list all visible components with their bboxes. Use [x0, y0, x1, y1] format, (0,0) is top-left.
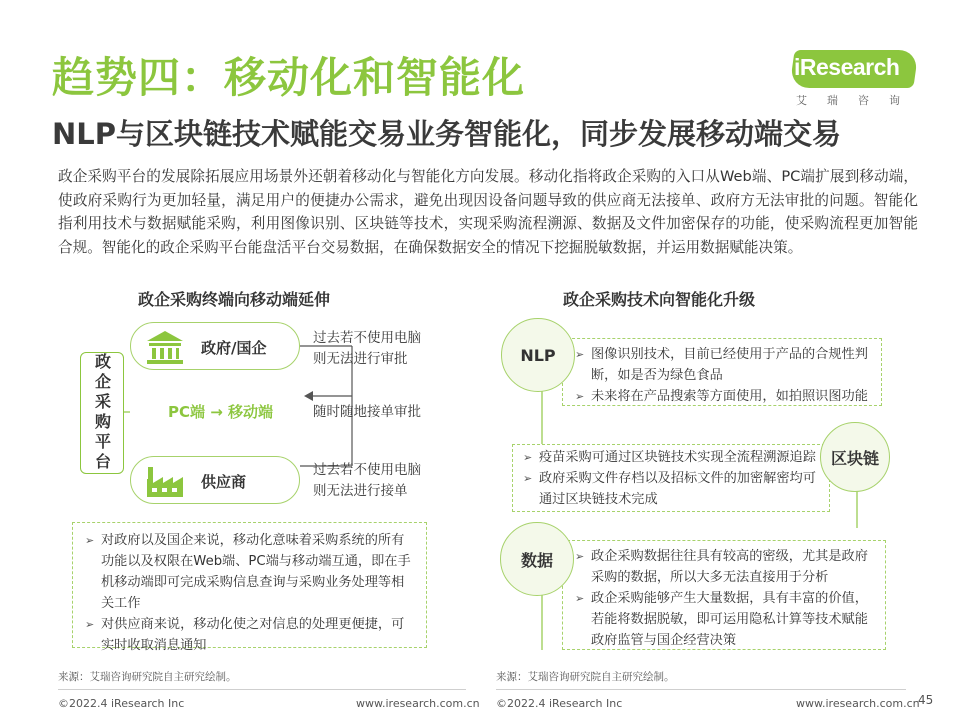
list-item: ➢ 政府采购文件存档以及招标文件的加密解密均可通过区块链技术完成	[523, 468, 821, 510]
logo-chinese-name: 艾瑞咨询	[796, 94, 920, 107]
blockchain-box	[512, 444, 830, 512]
page-subtitle: NLP与区块链技术赋能交易业务智能化，同步发展移动端交易	[52, 117, 842, 151]
left-section-title: 政企采购终端向移动端延伸	[138, 290, 331, 309]
footer-copyright-right: ©2022.4 iResearch Inc	[496, 697, 623, 710]
footer-divider-left	[58, 689, 466, 690]
gov-note-line: 过去若不使用电脑	[313, 330, 421, 346]
left-source-note: 来源：艾瑞咨询研究院自主研究绘制。	[58, 671, 237, 683]
gov-node	[130, 322, 300, 370]
gov-node-label: 政府/国企	[201, 339, 267, 357]
left-bullet-box	[72, 522, 427, 653]
mid-note: 随时随地接单审批	[313, 404, 421, 420]
right-section-title: 政企采购技术向智能化升级	[563, 290, 756, 309]
data-bullets	[575, 546, 877, 651]
blockchain-bullets	[523, 447, 821, 510]
footer-url-left[interactable]: www.iresearch.com.cn	[356, 697, 480, 710]
supplier-node	[130, 456, 300, 504]
list-item: ➢ 政企采购能够产生大量数据，具有丰富的价值，若能将数据脱敏，即可运用隐私计算等技术赋能政府监管与国企经营决策	[575, 588, 877, 651]
platform-label: 政企采购平台	[92, 353, 112, 473]
nlp-circle: NLP	[501, 318, 575, 392]
footer-url-right[interactable]: www.iresearch.com.cn	[796, 697, 920, 710]
arrow-head	[304, 391, 313, 401]
factory-icon	[143, 463, 187, 499]
supplier-node-label: 供应商	[201, 473, 247, 491]
list-item: ➢ 未来将在产品搜索等方面使用，如拍照识图功能	[575, 386, 873, 407]
list-item: ➢ 疫苗采购可通过区块链技术实现全流程溯源追踪	[523, 447, 821, 468]
list-item: ➢ 对供应商来说，移动化使之对信息的处理更便捷，可实时收取消息通知	[85, 614, 416, 656]
logo-wordmark: iResearch	[794, 54, 900, 80]
supplier-note	[313, 460, 421, 502]
footer-copyright-left: ©2022.4 iResearch Inc	[58, 697, 185, 710]
list-item: ➢ 图像识别技术，目前已经使用于产品的合规性判断，如是否为绿色食品	[575, 344, 873, 386]
government-building-icon	[143, 329, 187, 365]
platform-label-box	[80, 352, 124, 474]
nlp-box	[562, 338, 882, 406]
left-bullets	[85, 530, 416, 656]
page-title: 趋势四：移动化和智能化	[52, 53, 526, 102]
list-item: ➢ 政企采购数据往往具有较高的密级，尤其是政府采购的数据，所以大多无法直接用于分析	[575, 546, 877, 588]
supplier-note-line: 则无法进行接单	[313, 483, 408, 499]
pc-to-mobile-label: PC端 → 移动端	[168, 403, 274, 421]
intro-paragraph: 政企采购平台的发展除拓展应用场景外还朝着移动化与智能化方向发展。移动化指将政企采购的入口从Web端、PC端扩展到移动端，使政府采购行为更加轻量，满足用户的便捷办公需求，避免出现因设备问题导致的供应商无法接单、政府方无法审批的问题。智能化指利用技术与数据赋能采购，利用图像识别、区块链等技术，实现采购流程溯源、数据及文件加密保存的功能，使采购流程更加智能合规。智能化的政企采购平台能盘活平台交易数据，在确保数据安全的情况下挖掘脱敏数据，并运用数据赋能决策。	[58, 168, 918, 256]
data-circle: 数据	[500, 522, 574, 596]
list-item: ➢ 对政府以及国企来说，移动化意味着采购系统的所有功能以及权限在Web端、PC端与移动端互通，即在手机移动端即可完成采购信息查询与采购业务处理等相关工作	[85, 530, 416, 614]
gov-note	[313, 328, 421, 370]
footer-divider-right	[496, 689, 906, 690]
iresearch-logo	[780, 44, 920, 110]
right-source-note: 来源：艾瑞咨询研究院自主研究绘制。	[496, 671, 675, 683]
page-number: 45	[918, 693, 934, 707]
nlp-bullets	[575, 344, 873, 407]
blockchain-circle: 区块链	[820, 422, 890, 492]
supplier-note-line: 过去若不使用电脑	[313, 462, 421, 478]
gov-note-line: 则无法进行审批	[313, 351, 408, 367]
data-box	[562, 540, 886, 650]
